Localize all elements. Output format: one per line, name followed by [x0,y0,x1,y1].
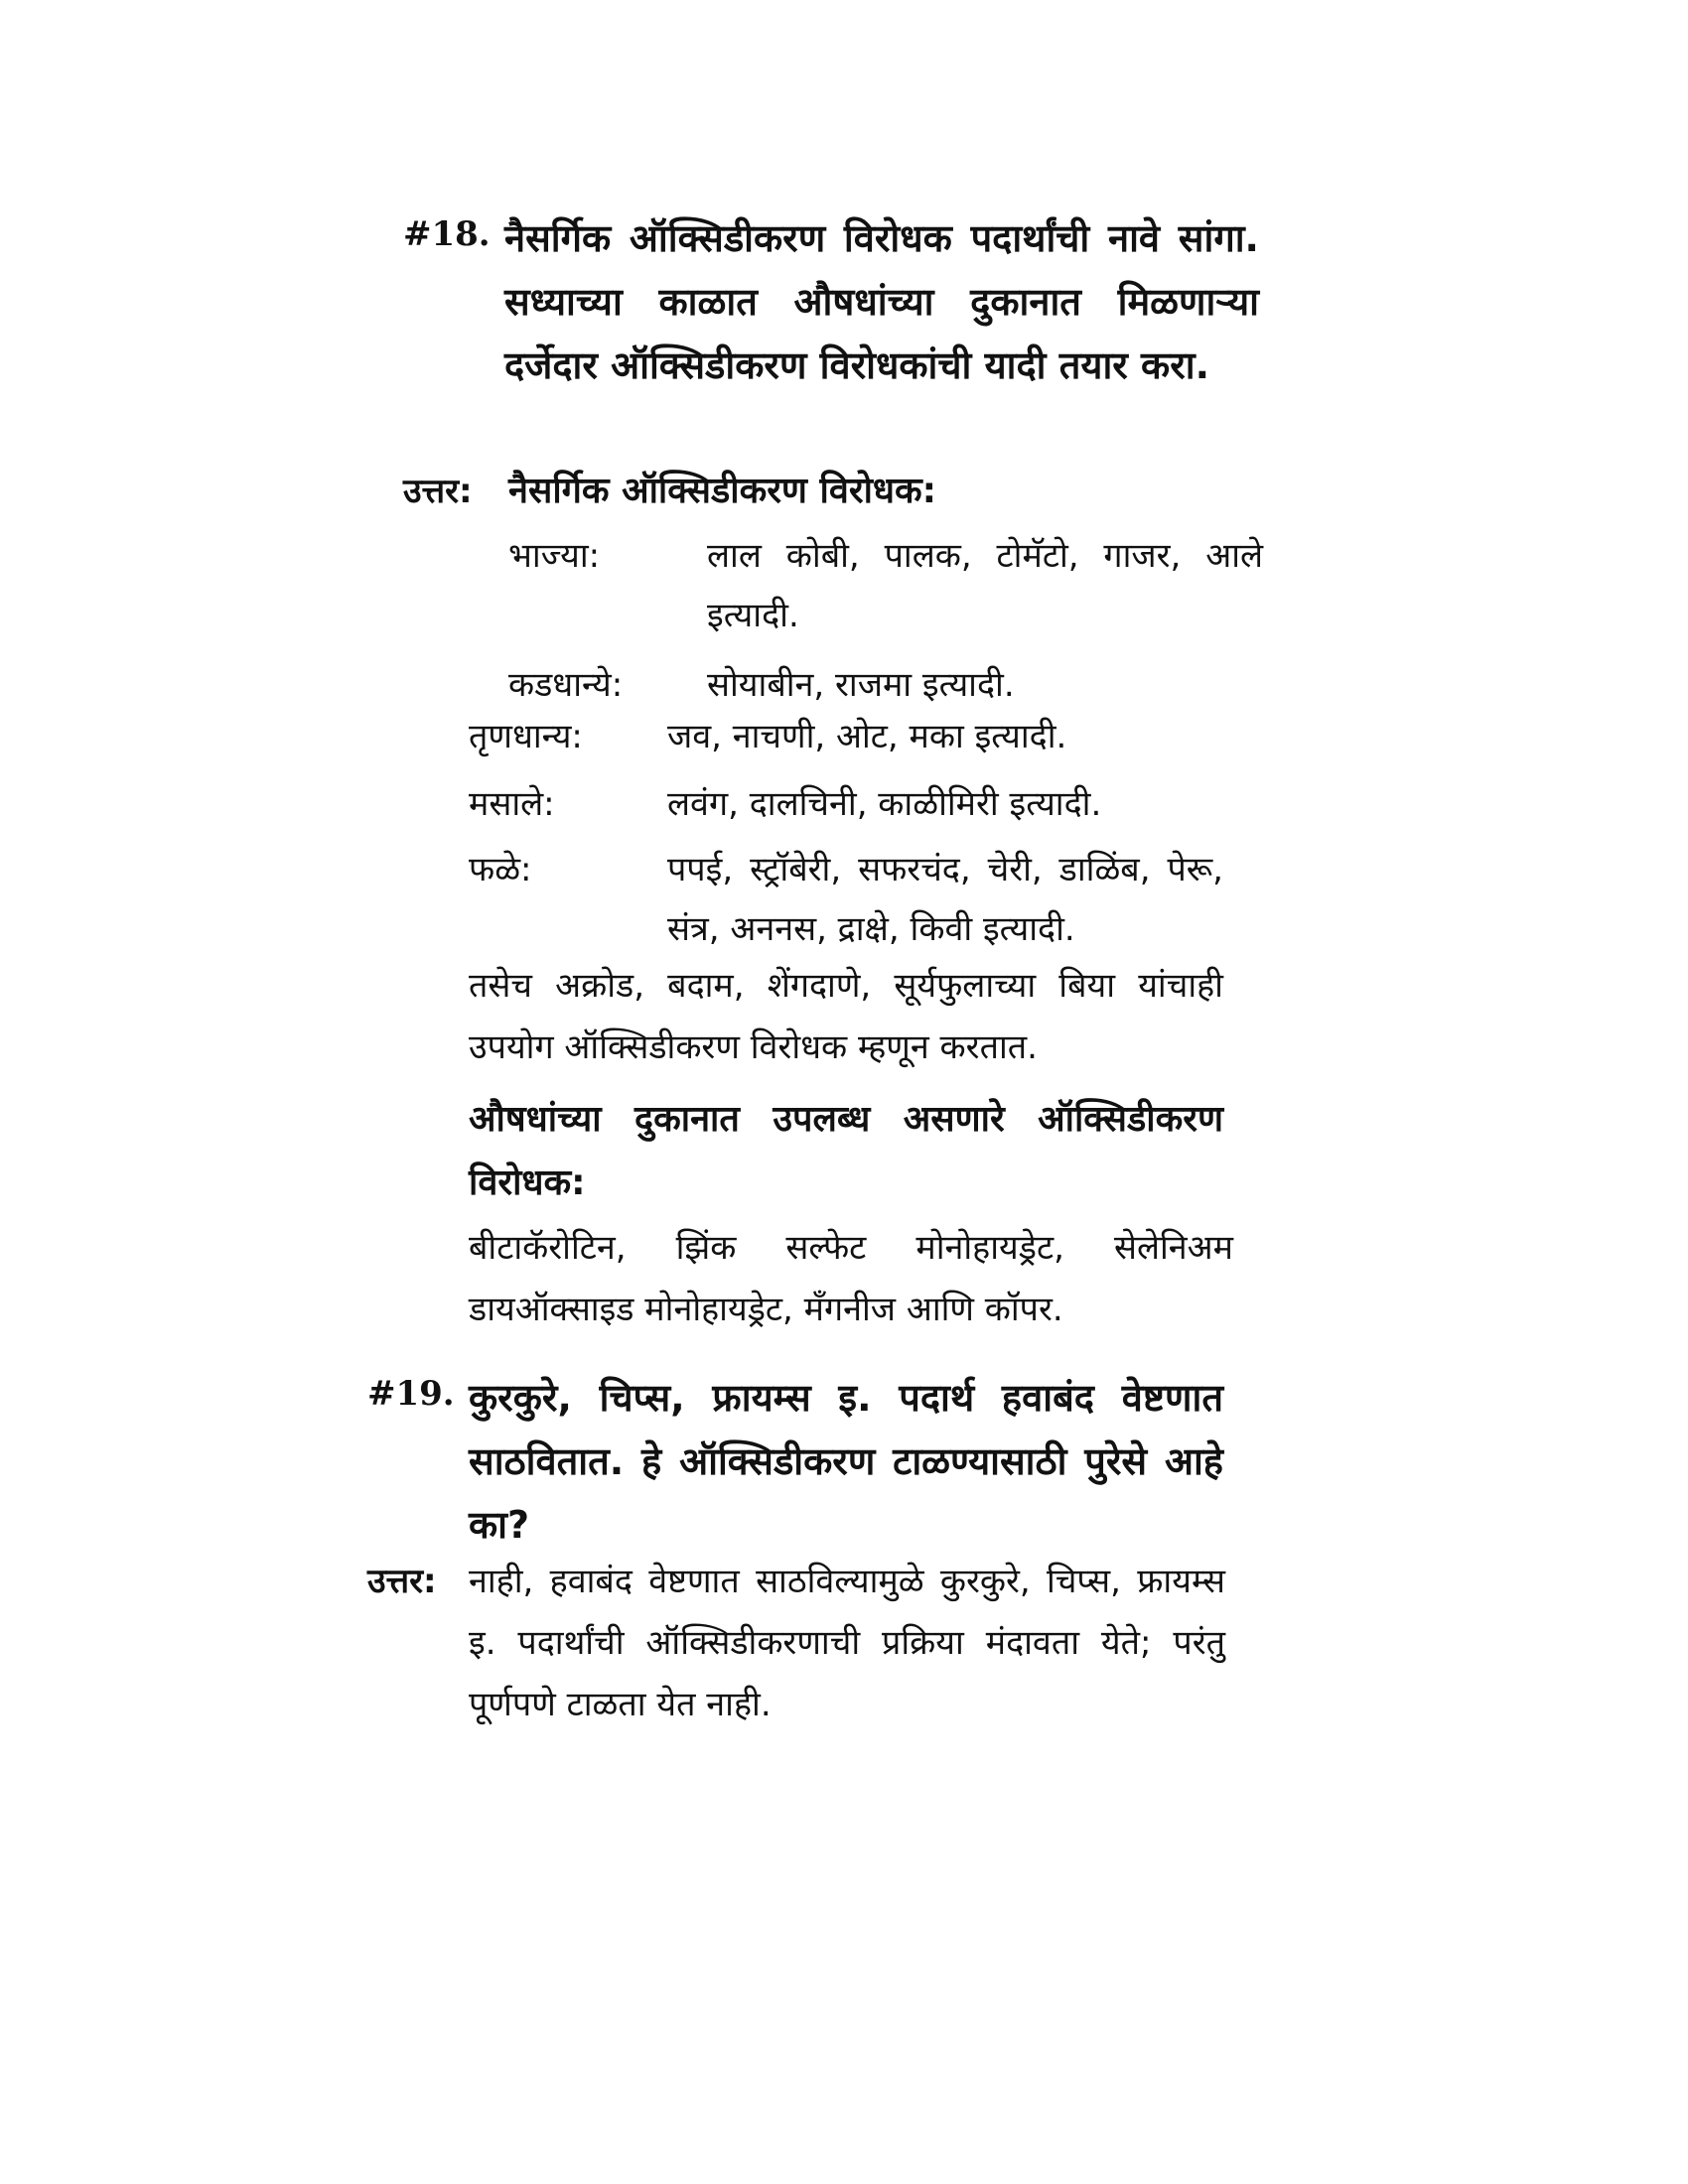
answer-text: नाही, हवाबंद वेष्टणात साठविल्यामुळे कुरकुरे, चिप्स, फ्रायम्स इ. पदार्थांची ऑक्सिडीकरणाची प्रक्रिया मंदावता येते; परंतु पूर्णपणे टाळता येत नाही. [469,1562,1225,1724]
answer-label: उत्तर: [403,472,473,511]
question-number: #18. [403,214,491,254]
list-item-fruits [469,840,1223,959]
list-item-pulses [508,655,1263,715]
question-number: #19. [367,1374,455,1414]
item-label: फळे: [469,850,532,889]
answer-label: उत्तर: [367,1562,437,1601]
item-value: पपई, स्ट्रॉबेरी, सफरचंद, चेरी, डाळिंब, पेरू, संत्र, अननस, द्राक्षे, किवी इत्यादी. [667,850,1223,949]
item-label: मसाले: [469,784,555,824]
item-label: कडधान्ये: [508,665,624,705]
shop-heading: औषधांच्या दुकानात उपलब्ध असणारे ऑक्सिडीकरण विरोधक: [469,1099,1223,1203]
list-item-cereals [469,707,1243,766]
item-value: लाल कोबी, पालक, टोमॅटो, गाजर, आले इत्यादी. [707,536,1263,635]
answer-heading: नैसर्गिक ऑक्सिडीकरण विरोधक: [508,471,937,511]
item-value: जव, नाचणी, ओट, मका इत्यादी. [667,717,1067,756]
question-text: कुरकुरे, चिप्स, फ्रायम्स इ. पदार्थ हवाबंद वेष्टणात साठवितात. हे ऑक्सिडीकरण टाळण्यासाठी पुरेसे आहे का? [469,1376,1223,1547]
item-value: सोयाबीन, राजमा इत्यादी. [707,665,1015,705]
item-label: तृणधान्य: [469,717,583,756]
list-item-spices [469,774,1243,834]
item-label: भाज्या: [508,536,601,576]
extra-text: तसेच अक्रोड, बदाम, शेंगदाणे, सूर्यफुलाच्या बिया यांचाही उपयोग ऑक्सिडीकरण विरोधक म्हणून करतात. [469,966,1223,1067]
shop-list: बीटाकॅरोटिन, झिंक सल्फेट मोनोहायड्रेट, सेलेनिअम डायऑक्साइड मोनोहायड्रेट, मॅंगनीज आणि कॉपर. [469,1228,1233,1329]
item-value: लवंग, दालचिनी, काळीमिरी इत्यादी. [667,784,1102,824]
list-item-vegetables [508,526,1263,645]
question-text: नैसर्गिक ऑक्सिडीकरण विरोधक पदार्थांची नावे सांगा. सध्याच्या काळात औषधांच्या दुकानात मिळणाऱ्या दर्जेदार ऑक्सिडीकरण विरोधकांची यादी तयार करा. [504,216,1259,387]
